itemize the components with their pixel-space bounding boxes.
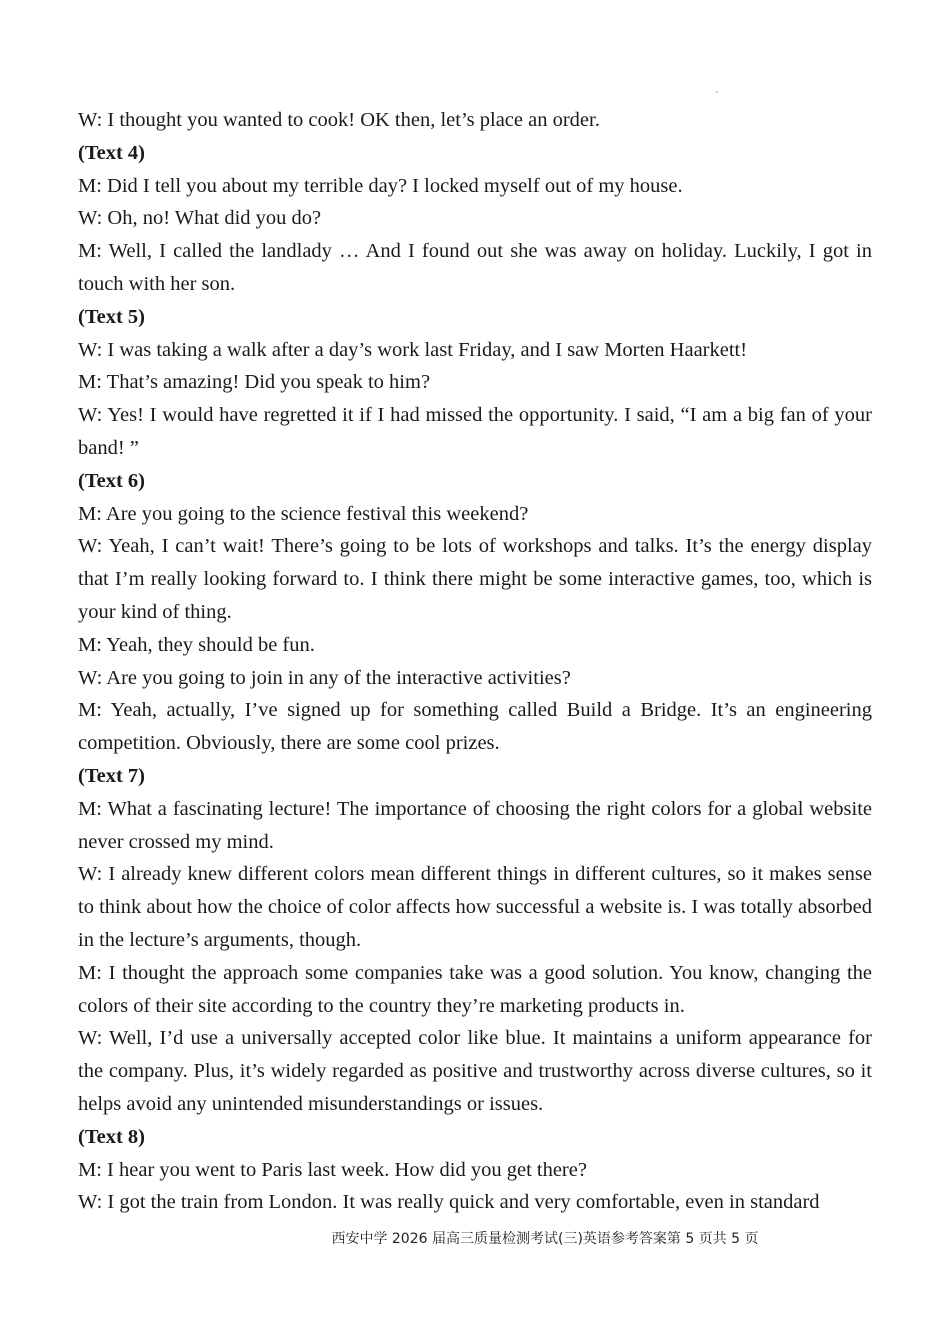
dialogue-paragraph: W: Oh, no! What did you do? (78, 207, 322, 230)
dialogue-paragraph: M: I thought the approach some companies take was a good solution. You know, changing the colors of their site according to the country they’re marketing products in. (78, 961, 872, 1017)
dialogue-paragraph: W: I thought you wanted to cook! OK then, let’s place an order. (78, 109, 600, 131)
dialogue-paragraph: M: Yeah, actually, I’ve signed up for something called Build a Bridge. It’s an engineering competition. Obviously, there are some cool prizes. (78, 699, 872, 755)
scan-speck (716, 91, 718, 93)
dialogue-paragraph: W: Yeah, I can’t wait! There’s going to be lots of workshops and talks. It’s the energy display that I’m really looking forward to. I think there might be some interactive games, too, which is your kind of thing. (78, 535, 872, 623)
dialogue-paragraph: M: Yeah, they should be fun. (78, 633, 315, 656)
footer-text: 西安中学 2026 届高三质量检测考试(三)英语参考答案第 5 页共 5 页 (331, 1231, 759, 1247)
page-footer (0, 1228, 950, 1248)
section-heading: (Text 5) (78, 305, 145, 328)
dialogue-paragraph: M: Well, I called the landlady … And I found out she was away on holiday. Luckily, I got in touch with her son. (78, 240, 872, 295)
section-heading: (Text 4) (78, 141, 145, 164)
section-heading: (Text 8) (78, 1125, 145, 1148)
dialogue-paragraph: M: I hear you went to Paris last week. How did you get there? (78, 1158, 587, 1181)
dialogue-paragraph: M: Are you going to the science festival this weekend? (78, 502, 529, 525)
dialogue-paragraph: W: Well, I’d use a universally accepted color like blue. It maintains a uniform appearance for the company. Plus, it’s widely regarded as positive and trustworthy across diverse cultures, so it helps avoid any unintended misunderstandings or issues. (78, 1027, 872, 1115)
dialogue-paragraph: W: I was taking a walk after a day’s work last Friday, and I saw Morten Haarkett! (78, 338, 748, 361)
dialogue-paragraph: W: I got the train from London. It was really quick and very comfortable, even in standard (78, 1191, 820, 1214)
dialogue-paragraph: M: That’s amazing! Did you speak to him? (78, 371, 431, 394)
dialogue-paragraph: W: I already knew different colors mean different things in different cultures, so it makes sense to think about how the choice of color affects how successful a website is. I was totally absorbed in the lecture’s arguments, though. (78, 863, 872, 951)
dialogue-paragraph: W: Yes! I would have regretted it if I had missed the opportunity. I said, “I am a big fan of your band! ” (78, 404, 872, 459)
dialogue-paragraph: M: Did I tell you about my terrible day? I locked myself out of my house. (78, 174, 683, 197)
section-heading: (Text 6) (78, 469, 145, 492)
dialogue-paragraph: M: What a fascinating lecture! The importance of choosing the right colors for a global website never crossed my mind. (78, 797, 872, 853)
section-heading: (Text 7) (78, 764, 145, 787)
dialogue-paragraph: W: Are you going to join in any of the interactive activities? (78, 666, 571, 689)
document-body (78, 104, 872, 1219)
